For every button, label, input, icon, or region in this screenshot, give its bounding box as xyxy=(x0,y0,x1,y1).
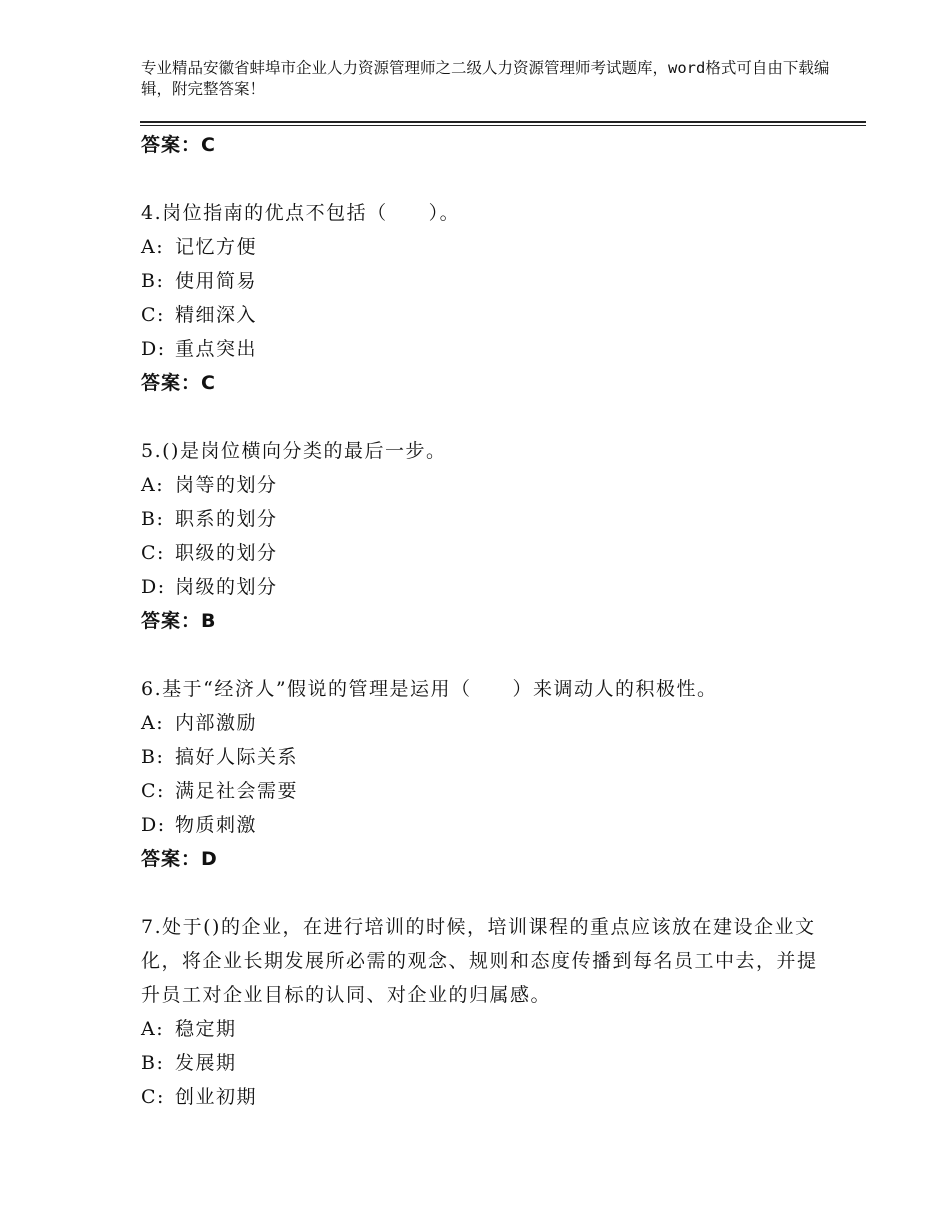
option-text: 满足社会需要 xyxy=(175,780,299,802)
option-text: 岗等的划分 xyxy=(175,474,278,496)
option-key: A: xyxy=(141,474,165,496)
option-key: D: xyxy=(141,576,166,598)
option-item xyxy=(141,264,821,298)
option-text: 稳定期 xyxy=(175,1018,237,1040)
option-key: C: xyxy=(141,1086,165,1108)
option-key: D: xyxy=(141,814,166,836)
option-key: B: xyxy=(141,270,165,292)
question-item xyxy=(141,196,821,400)
option-key: A: xyxy=(141,236,165,258)
option-key: A: xyxy=(141,1018,165,1040)
option-text: 精细深入 xyxy=(175,304,258,326)
question-item xyxy=(141,672,821,876)
option-text: 重点突出 xyxy=(175,338,258,360)
answer-label: 答案：C xyxy=(141,134,216,156)
question-stem: 4.岗位指南的优点不包括（ ）。 xyxy=(141,202,461,224)
answer-label: 答案：B xyxy=(141,610,217,632)
option-item xyxy=(141,706,821,740)
option-text: 创业初期 xyxy=(175,1086,258,1108)
question-item xyxy=(141,434,821,638)
answer-label: 答案：C xyxy=(141,372,216,394)
option-item xyxy=(141,332,821,366)
option-item xyxy=(141,774,821,808)
option-item xyxy=(141,570,821,604)
header-divider-thin xyxy=(140,125,866,126)
option-item xyxy=(141,230,821,264)
option-key: A: xyxy=(141,712,165,734)
option-key: C: xyxy=(141,542,165,564)
option-key: C: xyxy=(141,304,165,326)
question-stem: 6.基于“经济人”假说的管理是运用（ ）来调动人的积极性。 xyxy=(141,678,718,700)
option-item xyxy=(141,740,821,774)
option-key: D: xyxy=(141,338,166,360)
option-item xyxy=(141,502,821,536)
option-text: 内部激励 xyxy=(175,712,258,734)
question-list xyxy=(141,128,821,1114)
option-key: B: xyxy=(141,746,165,768)
option-text: 岗级的划分 xyxy=(175,576,278,598)
option-text: 物质刺激 xyxy=(175,814,258,836)
option-text: 职级的划分 xyxy=(175,542,278,564)
option-item xyxy=(141,536,821,570)
option-key: B: xyxy=(141,508,165,530)
option-key: B: xyxy=(141,1052,165,1074)
answer-label: 答案：D xyxy=(141,848,218,870)
option-item xyxy=(141,1080,821,1114)
page-header: 专业精品安徽省蚌埠市企业人力资源管理师之二级人力资源管理师考试题库，word格式可自由下载编辑，附完整答案！ xyxy=(141,59,830,98)
header-divider-thick xyxy=(140,121,866,123)
question-item xyxy=(141,910,821,1114)
option-text: 搞好人际关系 xyxy=(175,746,299,768)
option-item xyxy=(141,298,821,332)
question-stem: 5.()是岗位横向分类的最后一步。 xyxy=(141,440,447,462)
option-item xyxy=(141,468,821,502)
option-item xyxy=(141,1046,821,1080)
option-text: 发展期 xyxy=(175,1052,237,1074)
question-stem: 7.处于()的企业，在进行培训的时候，培训课程的重点应该放在建设企业文化，将企业长期发展所必需的观念、规则和态度传播到每名员工中去，并提升员工对企业目标的认同、对企业的归属感。 xyxy=(141,916,818,1006)
option-key: C: xyxy=(141,780,165,802)
option-text: 职系的划分 xyxy=(175,508,278,530)
option-item xyxy=(141,808,821,842)
option-text: 使用简易 xyxy=(175,270,258,292)
option-item xyxy=(141,1012,821,1046)
option-text: 记忆方便 xyxy=(175,236,258,258)
